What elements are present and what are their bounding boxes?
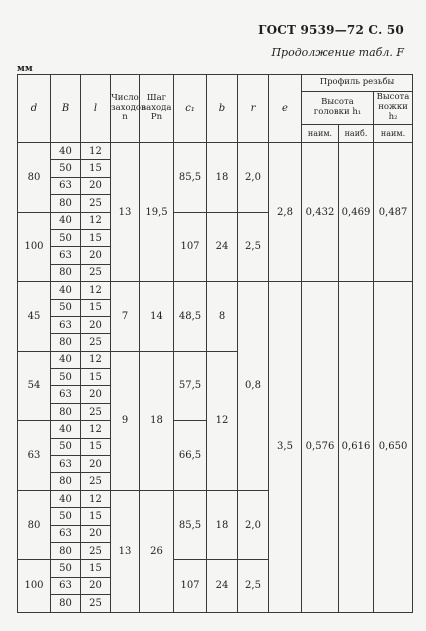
- col-d: d: [18, 75, 51, 143]
- cell-B: 80: [51, 403, 81, 420]
- cell-c1: 107: [174, 560, 207, 612]
- cell-B: 63: [51, 316, 81, 333]
- cell-l: 25: [81, 195, 111, 212]
- table-body: [18, 143, 413, 613]
- col-h1: Высота головки h₁: [302, 92, 374, 125]
- cell-l: 25: [81, 595, 111, 612]
- col-h2-min: наим.: [374, 125, 413, 143]
- cell-r: 2,0: [238, 143, 269, 213]
- cell-l: 15: [81, 369, 111, 386]
- col-h2: Высота ножки h₂: [374, 92, 413, 125]
- cell-B: 80: [51, 542, 81, 559]
- cell-h2-min: 0,487: [374, 143, 413, 282]
- col-c1: c₁: [174, 75, 207, 143]
- table-row: [18, 282, 413, 299]
- cell-l: 20: [81, 177, 111, 194]
- col-h1-max: наиб.: [339, 125, 374, 143]
- cell-p: 18: [140, 351, 174, 490]
- cell-r: 2,0: [238, 490, 269, 560]
- cell-B: 50: [51, 229, 81, 246]
- cell-B: 80: [51, 473, 81, 490]
- cell-B: 40: [51, 421, 81, 438]
- cell-B: 40: [51, 351, 81, 368]
- cell-e: 2,8: [269, 143, 302, 282]
- cell-r: 0,8: [238, 282, 269, 491]
- cell-l: 20: [81, 247, 111, 264]
- cell-n: 13: [111, 143, 140, 282]
- col-profile: Профиль резьбы: [302, 75, 413, 92]
- cell-B: 50: [51, 160, 81, 177]
- cell-l: 12: [81, 212, 111, 229]
- cell-B: 50: [51, 560, 81, 577]
- cell-B: 63: [51, 525, 81, 542]
- cell-l: 15: [81, 299, 111, 316]
- cell-d: 100: [18, 212, 51, 282]
- cell-l: 20: [81, 316, 111, 333]
- col-pn: Шаг захода Pn: [140, 75, 174, 143]
- cell-n: 7: [111, 282, 140, 352]
- cell-d: 54: [18, 351, 51, 421]
- cell-l: 20: [81, 386, 111, 403]
- cell-l: 15: [81, 160, 111, 177]
- cell-l: 12: [81, 490, 111, 507]
- cell-l: 25: [81, 264, 111, 281]
- cell-l: 15: [81, 229, 111, 246]
- cell-l: 25: [81, 403, 111, 420]
- cell-c1: 66,5: [174, 421, 207, 491]
- cell-B: 40: [51, 143, 81, 160]
- cell-l: 20: [81, 525, 111, 542]
- cell-l: 12: [81, 143, 111, 160]
- col-e: e: [269, 75, 302, 143]
- cell-l: 12: [81, 282, 111, 299]
- cell-c1: 48,5: [174, 282, 207, 352]
- cell-B: 80: [51, 264, 81, 281]
- cell-B: 50: [51, 438, 81, 455]
- cell-c1: 85,5: [174, 143, 207, 213]
- cell-e: 3,5: [269, 282, 302, 612]
- cell-B: 40: [51, 490, 81, 507]
- cell-h1-min: 0,432: [302, 143, 339, 282]
- cell-B: 50: [51, 369, 81, 386]
- page-header: ГОСТ 9539—72 С. 50: [258, 23, 404, 37]
- unit-label: мм: [17, 64, 33, 74]
- cell-B: 80: [51, 195, 81, 212]
- cell-b: 24: [207, 560, 238, 612]
- cell-b: 12: [207, 351, 238, 490]
- cell-b: 18: [207, 490, 238, 560]
- parameters-table: [17, 74, 413, 613]
- col-l: l: [81, 75, 111, 143]
- cell-r: 2,5: [238, 212, 269, 282]
- cell-B: 63: [51, 247, 81, 264]
- cell-d: 45: [18, 282, 51, 352]
- cell-l: 20: [81, 577, 111, 594]
- cell-B: 80: [51, 595, 81, 612]
- cell-l: 12: [81, 351, 111, 368]
- col-r: r: [238, 75, 269, 143]
- cell-h1-min: 0,576: [302, 282, 339, 612]
- cell-l: 20: [81, 456, 111, 473]
- cell-B: 63: [51, 577, 81, 594]
- cell-n: 13: [111, 490, 140, 612]
- cell-B: 63: [51, 177, 81, 194]
- cell-h2-min: 0,650: [374, 282, 413, 612]
- cell-c1: 107: [174, 212, 207, 282]
- cell-r: 2,5: [238, 560, 269, 612]
- cell-B: 50: [51, 299, 81, 316]
- cell-d: 80: [18, 143, 51, 213]
- cell-c1: 85,5: [174, 490, 207, 560]
- cell-l: 25: [81, 334, 111, 351]
- cell-B: 50: [51, 508, 81, 525]
- cell-B: 63: [51, 386, 81, 403]
- col-n: Число заходов n: [111, 75, 140, 143]
- cell-B: 40: [51, 212, 81, 229]
- cell-B: 80: [51, 334, 81, 351]
- cell-h1-max: 0,469: [339, 143, 374, 282]
- cell-l: 15: [81, 438, 111, 455]
- cell-l: 15: [81, 508, 111, 525]
- cell-p: 19,5: [140, 143, 174, 282]
- cell-b: 8: [207, 282, 238, 352]
- cell-d: 80: [18, 490, 51, 560]
- cell-d: 63: [18, 421, 51, 491]
- cell-B: 63: [51, 456, 81, 473]
- cell-l: 12: [81, 421, 111, 438]
- cell-b: 18: [207, 143, 238, 213]
- cell-d: 100: [18, 560, 51, 612]
- cell-B: 40: [51, 282, 81, 299]
- table-continuation-label: Продолжение табл. F: [271, 46, 404, 59]
- col-B: B: [51, 75, 81, 143]
- table-header: [18, 75, 413, 143]
- cell-n: 9: [111, 351, 140, 490]
- cell-b: 24: [207, 212, 238, 282]
- cell-l: 15: [81, 560, 111, 577]
- cell-h1-max: 0,616: [339, 282, 374, 612]
- cell-p: 26: [140, 490, 174, 612]
- col-h1-min: наим.: [302, 125, 339, 143]
- col-b: b: [207, 75, 238, 143]
- cell-l: 25: [81, 473, 111, 490]
- cell-p: 14: [140, 282, 174, 352]
- cell-l: 25: [81, 542, 111, 559]
- table-row: [18, 143, 413, 160]
- cell-c1: 57,5: [174, 351, 207, 421]
